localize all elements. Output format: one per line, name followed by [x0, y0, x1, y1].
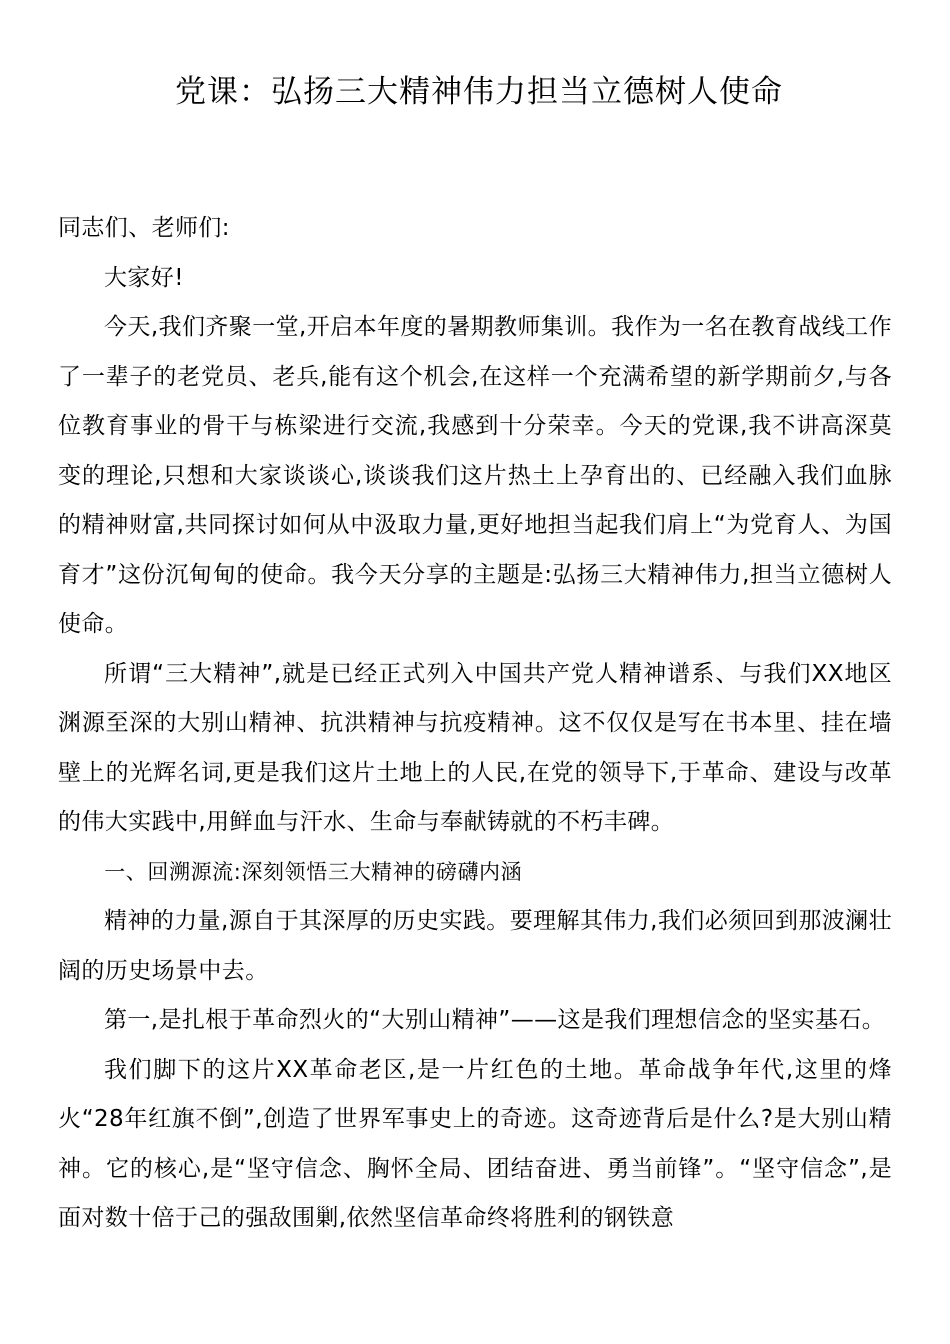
document-title: 党课：弘扬三大精神伟力担当立德树人使命 [175, 74, 783, 110]
paragraph-spirit-power: 精神的力量,源自于其深厚的历史实践。要理解其伟力,我们必须回到那波澜壮阔的历史场景中去。 [58, 908, 892, 984]
salutation: 同志们、老师们: [58, 215, 230, 241]
paragraph-intro: 今天,我们齐聚一堂,开启本年度的暑期教师集训。我作为一名在教育战线工作了一辈子的老党员、老兵,能有这个机会,在这样一个充满希望的新学期前夕,与各位教育事业的骨干与栋梁进行交流,我感到十分荣幸。今天的党课,我不讲高深莫变的理论,只想和大家谈谈心,谈谈我们这片热土上孕育出的、已经融入我们血脉的精神财富,共同探讨如何从中汲取力量,更好地担当起我们肩上“为党育人、为国育才”这份沉甸甸的使命。我今天分享的主题是:弘扬三大精神伟力,担当立德树人使命。 [58, 314, 892, 637]
paragraph-three-spirits: 所谓“三大精神”,就是已经正式列入中国共产党人精神谱系、与我们XX地区渊源至深的大别山精神、抗洪精神与抗疫精神。这不仅仅是写在书本里、挂在墙壁上的光辉名词,更是我们这片土地上的人民,在党的领导下,于革命、建设与改革的伟大实践中,用鲜血与汗水、生命与奉献铸就的不朽丰碑。 [58, 660, 892, 835]
greeting: 大家好! [104, 264, 184, 291]
document-body [58, 204, 892, 1244]
paragraph-first-point: 第一,是扎根于革命烈火的“大别山精神”——这是我们理想信念的坚实基石。 [104, 1007, 886, 1033]
paragraph-dabieshan: 我们脚下的这片XX革命老区,是一片红色的土地。革命战争年代,这里的烽火“28年红旗不倒”,创造了世界军事史上的奇迹。这奇迹背后是什么?是大别山精神。它的核心,是“坚守信念、胸怀全局、团结奋进、勇当前锋”。“坚守信念”,是面对数十倍于己的强敌围剿,依然坚信革命终将胜利的钢铁意 [58, 1056, 892, 1231]
document-page [58, 64, 892, 1244]
section-heading: 一、回溯源流:深刻领悟三大精神的磅礴内涵 [104, 859, 523, 884]
